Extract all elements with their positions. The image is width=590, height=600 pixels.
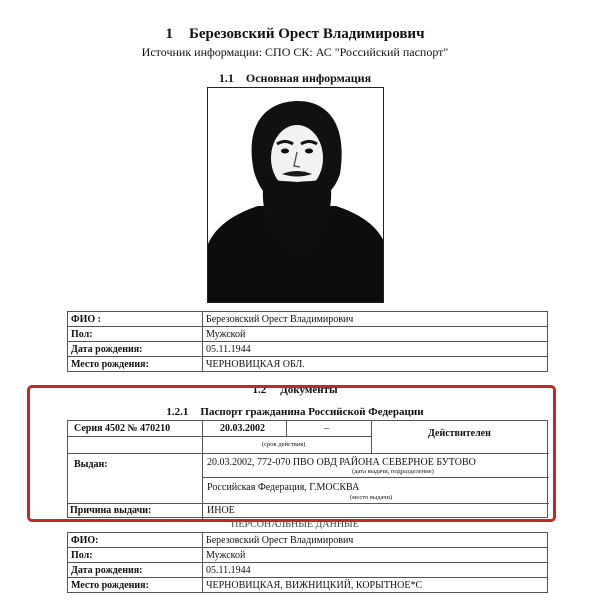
field-value: Березовский Орест Владимирович: [203, 312, 548, 327]
issued-caption: (дата выдачи, подразделение): [352, 468, 434, 475]
table-row: [68, 578, 548, 593]
field-label: Пол:: [68, 327, 203, 342]
personal-data-heading: ПЕРСОНАЛЬНЫЕ ДАННЫЕ: [231, 519, 359, 530]
place-caption: (место выдачи): [350, 494, 393, 501]
section-title: Основная информация: [245, 71, 372, 85]
field-value: 05.11.1944: [203, 563, 548, 578]
record-name: Березовский Орест Владимирович: [188, 26, 425, 42]
basic-info-table: [67, 311, 548, 372]
table-row: [68, 563, 548, 578]
field-value: 05.11.1944: [203, 342, 548, 357]
divider: [68, 436, 371, 437]
section-heading-documents: [0, 384, 590, 396]
field-label: Пол:: [68, 548, 203, 563]
issued-label: Выдан:: [74, 459, 108, 470]
passport-date: 20.03.2002: [220, 423, 265, 434]
divider: [202, 477, 549, 478]
field-label: Дата рождения:: [68, 563, 203, 578]
subsection-title: Паспорт гражданина Российской Федерации: [200, 406, 424, 418]
person-photo: [207, 87, 384, 303]
divider: [202, 421, 203, 519]
field-value: Мужской: [203, 327, 548, 342]
personal-data-table: [67, 532, 548, 593]
subsection-heading-passport: [0, 406, 590, 418]
passport-series: Серия 4502 № 470210: [74, 423, 171, 434]
table-row: [68, 548, 548, 563]
field-label: ФИО:: [68, 533, 203, 548]
reason-label: Причина выдачи:: [70, 505, 152, 516]
table-row: [68, 342, 548, 357]
divider: [371, 421, 372, 453]
table-row: [68, 357, 548, 372]
divider: [68, 453, 549, 454]
field-value: Мужской: [203, 548, 548, 563]
field-value: Березовский Орест Владимирович: [203, 533, 548, 548]
reason-value: ИНОЕ: [207, 505, 235, 516]
field-value: ЧЕРНОВИЦКАЯ, ВИЖНИЦКИЙ, КОРЫТНОЕ*С: [203, 578, 548, 593]
issued-value: 20.03.2002, 772-070 ПВО ОВД РАЙОНА СЕВЕРНОЕ БУТОВО: [207, 457, 476, 468]
section-number: 1.1: [218, 71, 234, 85]
section-number: 1.2: [252, 384, 267, 396]
validity-caption: (срок действия): [262, 441, 306, 448]
section-title: Документы: [280, 384, 338, 396]
table-row: [68, 533, 548, 548]
field-label: Место рождения:: [68, 578, 203, 593]
portrait-image: [208, 88, 384, 303]
section-heading-basic: [0, 71, 590, 86]
field-label: Место рождения:: [68, 357, 203, 372]
divider: [286, 421, 287, 436]
validity-dash: –: [324, 423, 329, 434]
source-line: Источник информации: СПО СК: АС "Российский паспорт": [141, 45, 449, 59]
subsection-number: 1.2.1: [166, 406, 189, 418]
passport-table: [67, 420, 548, 518]
record-title: [0, 26, 590, 43]
table-row: [68, 327, 548, 342]
field-label: ФИО :: [68, 312, 203, 327]
field-value: ЧЕРНОВИЦКАЯ ОБЛ.: [203, 357, 548, 372]
passport-status: Действителен: [428, 428, 491, 439]
place-value: Российская Федерация, Г.МОСКВА: [207, 482, 360, 493]
table-row: [68, 312, 548, 327]
record-number: 1: [165, 26, 173, 42]
divider: [68, 503, 549, 504]
field-label: Дата рождения:: [68, 342, 203, 357]
